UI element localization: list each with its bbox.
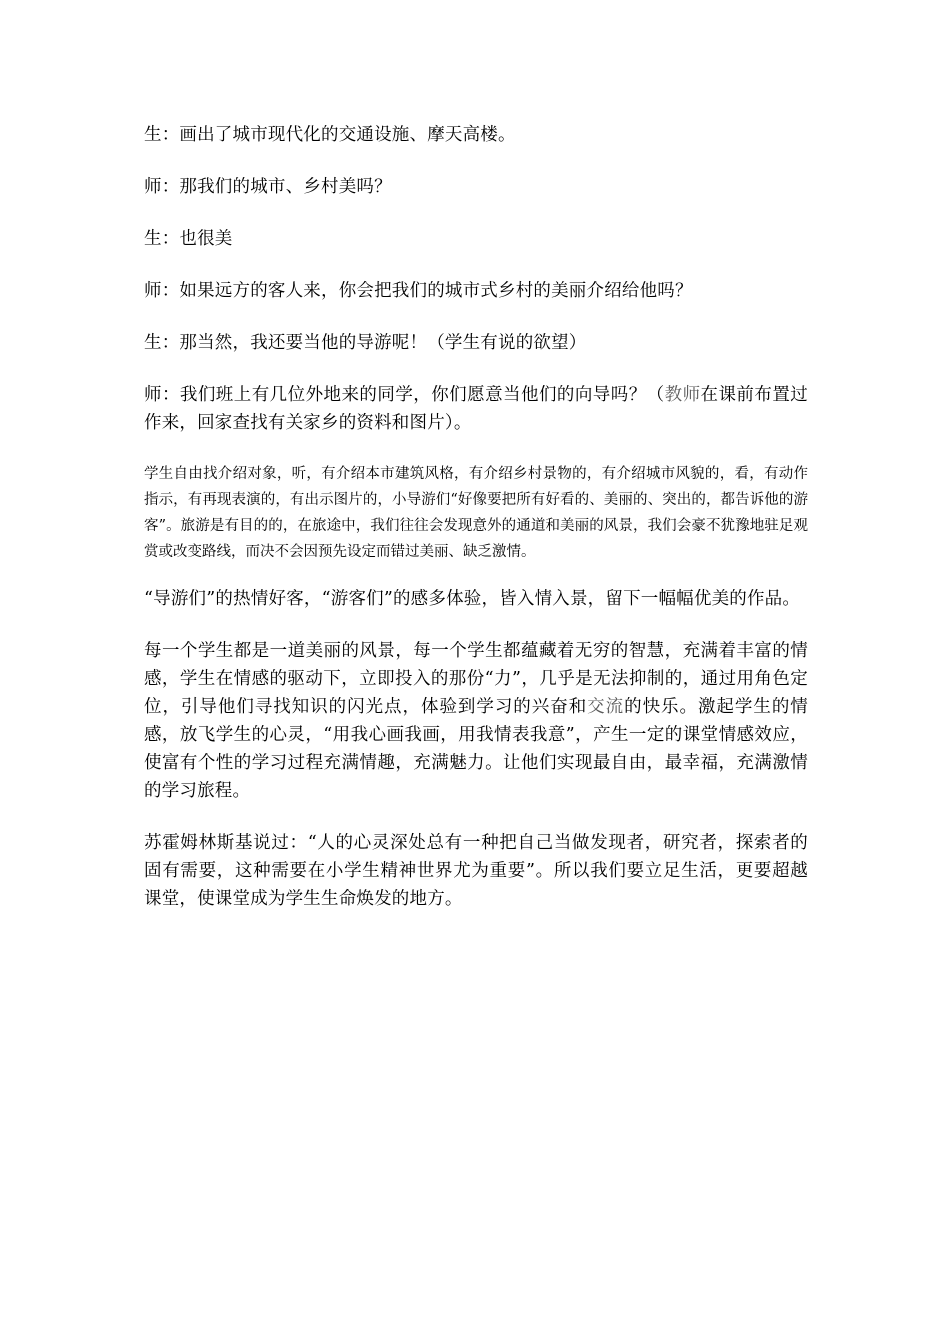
paragraph-quote: 苏霍姆林斯基说过：“人的心灵深处总有一种把自己当做发现者，研究者，探索者的固有需要，这种需要在小学生精神世界尤为重要”。所以我们要立足生活，更要超越课堂，使课堂成为学生生命焕发的地方。 bbox=[144, 833, 808, 909]
paragraph-teacher-question-3 bbox=[144, 381, 808, 437]
paragraph-student-activity: 学生自由找介绍对象，听，有介绍本市建筑风格，有介绍乡村景物的，有介绍城市风貌的，看，有动作指示，有再现表演的，有出示图片的，小导游们“好像要把所有好看的、美丽的、突出的，都告诉他的游客”。旅游是有目的的，在旅途中，我们往往会发现意外的通道和美丽的风景，我们会豪不犹豫地驻足观赏或改变路线，而决不会因预先设定而错过美丽、缺乏激情。 bbox=[144, 466, 808, 560]
paragraph-part: 的快乐。激起学生的情感，放飞学生的心灵，“用我心画我画，用我情表我意”，产生一定的课堂情感效应，使富有个性的学习过程充满情趣，充满魅力。让他们实现最自由，最幸福，充满激情的学习旅程。 bbox=[144, 697, 808, 801]
paragraph-part: 师：我们班上有几位外地来的同学，你们愿意当他们的向导吗？（ bbox=[144, 385, 665, 405]
paragraph-guides-summary: “导游们”的热情好客，“游客们”的感多体验，皆入情入景，留下一幅幅优美的作品。 bbox=[144, 589, 801, 609]
paragraph-student-answer-1: 生：画出了城市现代化的交通设施、摩天高楼。 bbox=[144, 125, 516, 145]
paragraph-teacher-question-2: 师：如果远方的客人来，你会把我们的城市式乡村的美丽介绍给他吗？ bbox=[144, 281, 693, 301]
paragraph-student-answer-2: 生：也很美 bbox=[144, 229, 233, 249]
paragraph-reflection bbox=[144, 637, 808, 805]
highlighted-term-teacher: 教师 bbox=[664, 385, 701, 405]
document-body bbox=[144, 121, 808, 937]
paragraph-part: 每一个学生都是一道美丽的风景，每一个学生都蕴藏着无穷的智慧，充满着丰富的情感，学生在情感的驱动下，立即投入的那份“力”，几乎是无法抑制的，通过用角色定位，引导他们寻找知识的闪光点，体验到学习的兴奋和 bbox=[144, 641, 808, 717]
paragraph-student-answer-3: 生：那当然，我还要当他的导游呢！（学生有说的欲望） bbox=[144, 333, 587, 353]
paragraph-part: 在课前布置过作来，回家查找有关家乡的资料和图片）。 bbox=[144, 385, 808, 433]
highlighted-term-exchange: 交流 bbox=[587, 697, 625, 717]
paragraph-teacher-question-1: 师：那我们的城市、乡村美吗？ bbox=[144, 177, 392, 197]
